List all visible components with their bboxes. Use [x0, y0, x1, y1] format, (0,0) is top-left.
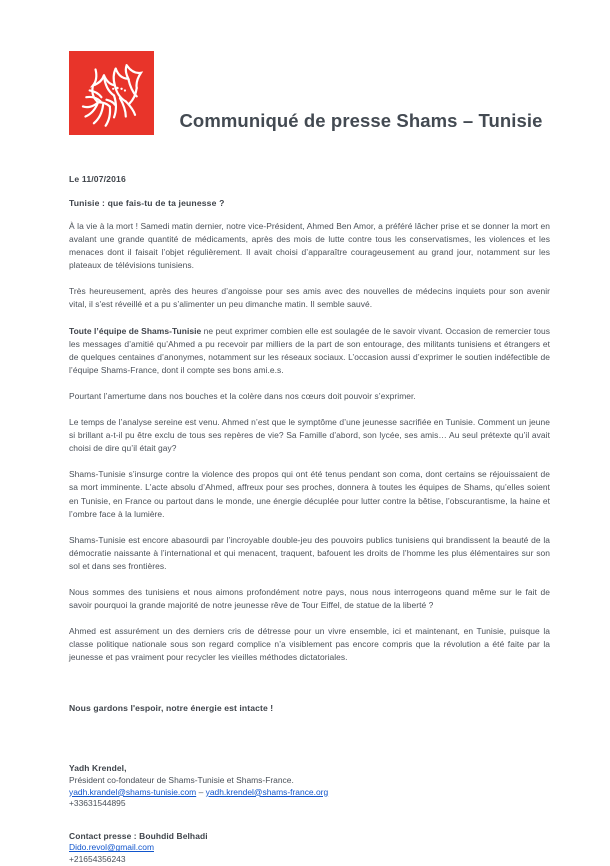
paragraph [69, 390, 550, 403]
press-contact-block [69, 831, 550, 866]
signatory-emails [69, 787, 550, 799]
email-link-secondary[interactable]: yadh.krendel@shams-france.org [205, 786, 329, 797]
shams-logo-icon [69, 51, 154, 135]
signatory-phone: +33631544895 [69, 798, 126, 809]
paragraph [69, 625, 550, 664]
paragraph [69, 586, 550, 612]
paragraph [69, 220, 550, 272]
paragraph-text: Pourtant l’amertume dans nos bouches et la colère dans nos cœurs doit pouvoir s’exprimer. [69, 390, 416, 401]
document-header [0, 0, 610, 131]
paragraph [69, 534, 550, 573]
paragraph-text: Très heureusement, après des heures d’angoisse pour ses amis avec des nouvelles de médecins inquiets pour son avenir vital, il s'est réveillé et a pu s’alimenter un peu dimanche matin. Il semble sauvé. [69, 286, 550, 310]
logo-container [69, 51, 154, 135]
press-contact-phone: +21654356243 [69, 854, 126, 864]
document-subheading: Tunisie : que fais-tu de ta jeunesse ? [69, 198, 225, 208]
paragraph-text: À la vie à la mort ! Samedi matin dernier, notre vice-Président, Ahmed Ben Amor, a préféré lâcher prise et se donner la mort en avalant une grande quantité de médicaments, après des mois de lutte contre tous les conservatismes, les violences et les menaces dont il faisait l’objet régulièrement. Il avait choisi d’apparaître courageusement au grand jour, notamment sur les plateaux de télévisions tunisiens. [69, 221, 550, 271]
signatory-role: Président co-fondateur de Shams-Tunisie et Shams-France. [69, 775, 294, 786]
signatory-name: Yadh Krendel, [69, 763, 127, 774]
document-date: Le 11/07/2016 [69, 174, 126, 184]
email-link-primary[interactable]: yadh.krandel@shams-tunisie.com [69, 786, 197, 797]
page-title: Communiqué de presse Shams – Tunisie [179, 109, 543, 131]
press-contact-title: Contact presse : Bouhdid Belhadi [69, 830, 208, 841]
press-contact-email-row [69, 842, 550, 854]
paragraph-text: Ahmed est assurément un des derniers cris de détresse pour un vivre ensemble, ici et maintenant, en Tunisie, puisque la classe politique nationale sous son regard complice n’a visiblement pas encore compris que la révolution a été faite par la jeunesse et pas vraiment pour recycler les vieilles méthodes dictatoriales. [69, 626, 550, 663]
paragraph-text: Shams-Tunisie est encore abasourdi par l’incroyable double-jeu des pouvoirs publics tunisiens qui brandissent la beauté de la démocratie naissante à l’international et qui menacent, traquent, bafouent les droits de l’homme les plus élémentaires sur son sol et dans ses frontières. [69, 534, 550, 571]
paragraph-bold-lead: Toute l’équipe de Shams-Tunisie [69, 325, 202, 336]
document-body [0, 174, 610, 866]
paragraph-text: ne peut exprimer combien elle est soulagée de le savoir vivant. Occasion de remercier tous les messages d’amitié qu’Ahmed a pu recevoir par milliers de la part de son entourage, des militants tunisiens et étrangers et de quelques centaines d’anonymes, notamment sur les réseaux sociaux. L’occasion aussi d’exprimer le soutien indéfectible de l’équipe Shams-France, dont il compte ses bons ami.e.s. [69, 325, 550, 375]
signature-block [69, 763, 550, 865]
paragraph [69, 325, 550, 377]
paragraph-text: Nous sommes des tunisiens et nous aimons profondément notre pays, nous nous interrogeons quand même sur le fait de savoir pourquoi la grande majorité de notre jeunesse rêve de Tour Eiffel, de statue de la liberté ? [69, 586, 550, 611]
paragraph [69, 468, 550, 520]
paragraph [69, 416, 550, 455]
closing-statement: Nous gardons l'espoir, notre énergie est intacte ! [69, 703, 274, 714]
paragraph-text: Le temps de l’analyse sereine est venu. Ahmed n’est que le symptôme d’une jeunesse sacrifiée en Tunisie. Comment un jeune si brillant a-t-il pu être exclu de tous ses repères de vie? Sa Famille d’abord, son lycée, ses amis… Au seul prétexte qu’il avait choisi de dire qu’il était gay? [69, 417, 550, 454]
press-contact-email-link[interactable]: Dido.revol@gmail.com [69, 842, 154, 853]
paragraph-text: Shams-Tunisie s’insurge contre la violence des propos qui ont été tenus pendant son coma, dont certains se réjouissaient de sa mort imminente. L'acte absolu d’Ahmed, affreux pour ses proches, donnera à toutes les équipes de Shams, qu’elles soient en Tunisie, en France ou partout dans le monde, une énergie décuplée pour lutter contre la bêtise, l’obscurantisme, la haine et l’ombre face à la lumière. [69, 469, 550, 519]
paragraph [69, 285, 550, 311]
email-separator: – [196, 786, 206, 797]
